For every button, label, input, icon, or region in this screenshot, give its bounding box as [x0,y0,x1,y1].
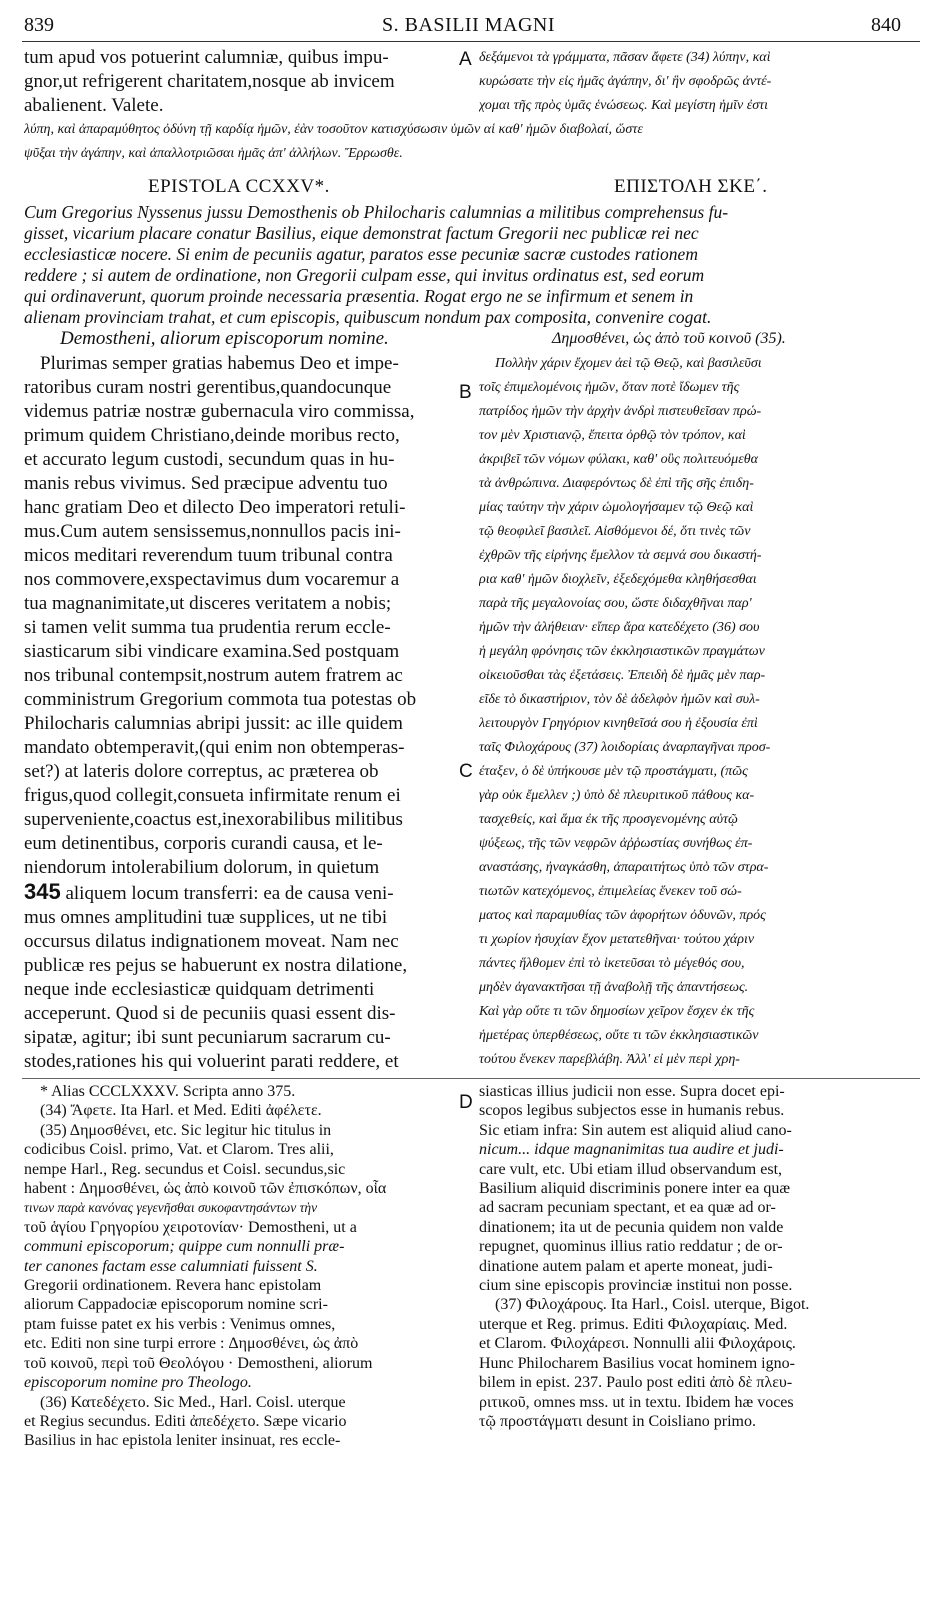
text-line: Philocharis calumnias abripi jussit: ac ille quidem [24,713,403,734]
note-line: aliorum Cappadociæ episcoporum nomine scri- [24,1296,328,1314]
text-line: Καὶ γὰρ οὔτε τι τῶν δημοσίων χεῖρον ἔσχεν ἐκ τῆς [479,1004,755,1019]
text-line: ψύξεως, τῆς τῶν νεφρῶν ἀῤῥωστίας συνήθως ἐπ- [479,836,753,851]
note-line: et Regius secundus. Editi ἀπεδέχετο. Sæpe vicario [24,1412,347,1430]
margin-letter-a: A [459,49,472,70]
text-line: niendorum intolerabilium dolorum, in quietum [24,857,380,878]
text-line: micos meditari reverendum tuum tribunal contra [24,545,393,566]
note-line: * Alias CCCLXXXV. Scripta anno 375. [40,1083,296,1100]
text-line: μηδὲν ἀγανακτῆσαι τῇ ἀναβολῇ τῆς ἀπαντήσεως. [479,980,749,995]
note-line: dinatione autem palam et aperte moneat, judi- [479,1257,773,1275]
right-page-number: 840 [871,14,901,36]
text-line: τούτου ἕνεκεν παρεβλάβη. Ἀλλ' εἰ μὲν περὶ χρη- [479,1052,740,1067]
margin-letter-d: D [459,1092,473,1113]
text-line-segment: aliquem locum transferri: ea de causa veni- [65,883,394,904]
note-line: τοῦ κοινοῦ, περὶ τοῦ Θεολόγου · Demostheni, aliorum [24,1354,373,1372]
latin-address: Demostheni, aliorum episcoporum nomine. [60,328,389,349]
text-line: τῷ θεοφιλεῖ βασιλεῖ. Αἰσθόμενοι δέ, ὅτι τινὲς τῶν [479,524,751,539]
note-line: nicum... idque magnanimitas tua audire et judi- [479,1141,784,1159]
text-line: τιωτῶν κατεχόμενος, ἐπιμελείας ἕνεκεν τοῦ σώ- [479,884,742,899]
text-line: εῖδε τὸ δικαστήριον, τὸν δὲ ἀδελφὸν ἡμῶν καὶ συλ- [479,692,760,707]
text-line: nos commovere,exspectavimus dum vocaremur a [24,569,400,590]
text-line: ἡμῶν τὴν ἀλήθειαν· εἴπερ ἄρα κατεδέχετο (36) σου [479,620,760,635]
left-page-number: 839 [24,14,54,36]
text-line: τοῖς ἐπιμελομένοις ἡμῶν, ὅταν ποτὲ ἴδωμεν τῆς [479,380,740,395]
text-line: ἀκριβεῖ τῶν νόμων φύλακι, καθ' οὓς πολιτευόμεθα [479,452,758,467]
note-line: (34) Ἄφετε. Ita Harl. et Med. Editi ἀφέλετε. [40,1102,322,1120]
text-line: gnor,ut refrigerent charitatem,nosque ab invicem [24,71,395,92]
note-line: bilem in epist. 237. Paulo post editi ἀπὸ δὲ πλευ- [479,1374,793,1392]
text-line: primum quidem Christiano,deinde moribus recto, [24,425,400,446]
greek-address: Δημοσθένει, ὡς ἀπὸ τοῦ κοινοῦ (35). [552,330,786,347]
note-line: τοῦ ἁγίου Γρηγορίου χειροτονίαν· Demostheni, ut a [24,1218,357,1236]
text-line [24,880,456,906]
text-line: mus omnes amplitudini tuæ supplices, ut ne tibi [24,907,388,928]
text-line: τον μὲν Χριστιανῷ, ἔπειτα ὀρθῷ τὸν τρόπον, καὶ [479,428,746,443]
text-line: manis rebus vivimus. Sed præcipue adventu tuo [24,473,388,494]
text-line: παρὰ τῆς μεγαλονοίας σου, ὥστε διδαχθῆναι παρ' [479,596,752,611]
note-line: repugnet, quominus illius ratio reddatur ; de or- [479,1238,783,1256]
text-line: τι χωρίον ἡσυχίαν ἔχον μετατεθῆναι· τούτου χάριν [479,932,755,947]
text-line: έταξεν, ὁ δὲ ὑπήκουσε μὲν τῷ προστάγματι, (πῶς [479,764,748,779]
text-line: πατρίδος ἡμῶν τὴν ἀρχὴν ἀνδρὶ πιστευθεῖσαν πρώ- [479,404,762,419]
text-line: λύπη, καὶ ἀπαραμύθητος ὀδύνη τῇ καρδίᾳ ἡμῶν, ἐὰν τοσοῦτον κατισχύσωσιν ὑμῶν αἱ καθ' ἡμῶν διαβολαί, ὥστε [24,122,643,137]
note-line: siasticas illius judicii non esse. Supra docet epi- [479,1083,785,1100]
text-line: nos tribunal contempsit,nostrum autem fratrem ac [24,665,403,686]
text-line: οἰκειοῦσθαι τὰς ἐξετάσεις. Ἐπειδὴ δὲ ἡμᾶς μὲν παρ- [479,668,766,683]
note-line: Basilius in hac epistola leniter insinuat, res eccle- [24,1432,341,1450]
text-line: τασχεθείς, καὶ ἅμα ἐκ τῆς προσγενομένης αὐτῷ [479,812,738,827]
text-line: publicæ res pejus se habuerunt ex nostra dilatione, [24,955,408,976]
summary-line: gisset, vicarium placare conatur Basilius, eique demonstrat factum Gregorii nec publicæ rei nec [24,223,699,243]
note-line: Basilium aliquid discriminis ponere inter ea quæ [479,1180,791,1198]
text-line: eum detinentibus, corporis curandi causa, et le- [24,833,383,854]
note-line: Gregorii ordinationem. Revera hanc epistolam [24,1277,322,1295]
note-line: (35) Δημοσθένει, etc. Sic legitur hic titulus in [40,1121,332,1139]
note-line: (36) Κατεδέχετο. Sic Med., Harl. Coisl. uterque [40,1393,346,1411]
text-line: mus.Cum autem sensissemus,nonnullos pacis ini- [24,521,401,542]
latin-epistle-title: EPISTOLA CCXXV*. [148,176,330,197]
text-line: set?) at lateris dolore correptus, ac præterea ob [24,761,379,782]
note-line: Sic etiam infra: Sin autem est aliquid aliud cano- [479,1121,792,1139]
text-line: μίας ταύτην τὴν χάριν ὡμολογήσαμεν τῷ Θεῷ καὶ [479,500,754,515]
text-line: sipatæ, agitur; ibi sunt pecuniarum sacrarum cu- [24,1027,391,1048]
summary-line: alienam provinciam trahat, et cum episcopis, quibuscum nondum pax composita, convenire cogat. [24,307,712,327]
top-greek-fullwidth [24,118,919,166]
text-line: ταῖς Φιλοχάρους (37) λοιδορίαις ἀναρπαγῆναι προσ- [479,740,771,755]
footnote-rule [22,1078,920,1079]
text-line: hanc gratiam Deo et dilecto Deo imperatori retuli- [24,497,406,518]
text-line: tum apud vos potuerint calumniæ, quibus impu- [24,47,389,68]
text-line: et accurato legum custodi, secundum quas in hu- [24,449,395,470]
running-title: S. BASILII MAGNI [382,14,555,36]
note-line: Hunc Philocharem Basilius vocat hominem igno- [479,1354,795,1372]
text-line: ἡ μεγάλη φρόνησις τῶν ἐκκλησιαστικῶν πραγμάτων [479,644,765,659]
text-line: tua magnanimitate,ut disceres veritatem a nobis; [24,593,392,614]
text-line: mandato obtemperavit,(qui enim non obtemperas- [24,737,405,758]
note-line: etc. Editi non sine turpi errore : Δημοσθένει, ὡς ἀπὸ [24,1335,359,1353]
text-line: αναστάσης, ἠναγκάσθη, ἀπαραιτήτως ὑπὸ τῶν στρα- [479,860,769,875]
text-line: Plurimas semper gratias habemus Deo et impe- [40,353,399,374]
note-line: τινων παρὰ κανόνας γεγενῆσθαι συκοφαντησάντων τὴν [24,1200,318,1216]
text-line: ἡμετέρας ὑπερθέσεως, οὔτε τι τῶν ἐκκλησιαστικῶν [479,1028,759,1043]
footnotes-left [24,1082,456,1451]
note-line: habent : Δημοσθένει, ὡς ἀπὸ κοινοῦ τῶν ἐπισκόπων, οἷα [24,1180,387,1198]
note-line: cium sine episcopis provinciæ institui non posse. [479,1277,793,1295]
text-line: si tamen velit summa tua prudentia rerum eccle- [24,617,391,638]
note-line: ριτικοῦ, omnes mss. ut in textu. Ibidem hæ voces [479,1393,794,1411]
text-line: superveniente,coactus est,inexorabilibus militibus [24,809,403,830]
text-line: κυρώσατε τὴν εἰς ἡμᾶς ἀγάπην, δι' ἣν σφοδρῶς ἀντέ- [479,74,772,89]
note-line: ptam fuisse patet ex his verbis : Venimus omnes, [24,1315,336,1333]
text-line: δεξάμενοι τὰ γράμματα, πᾶσαν ἄφετε (34) λύπην, καὶ [479,50,771,65]
text-line: πάντες ἥλθομεν ἐπὶ τὸ ἱκετεῦσαι τὸ μέγεθός σου, [479,956,745,971]
text-line: Πολλὴν χάριν ἔχομεν ἀεὶ τῷ Θεῷ, καὶ βασιλεῦσι [495,356,762,371]
footnotes-right [479,1082,919,1431]
text-line: ratoribus curam nostri gerentibus,quandocunque [24,377,392,398]
text-line: λειτουργὸν Γρηγόριον κινηθεῖσά σου ἡ ἐξουσία ἐπὶ [479,716,758,731]
note-line: et Clarom. Φιλοχάρεσι. Nonnulli alii Φιλοχάροις. [479,1335,796,1353]
header-rule [22,41,920,42]
text-line: ἐχθρῶν τῆς εἰρήνης ἔμελλον τὰ σεμνά σου δικαστή- [479,548,762,563]
note-line: dinationem; ita ut de pecunia quidem non valde [479,1218,784,1236]
top-greek-text [479,46,917,118]
text-line: ψῦξαι τὴν ἀγάπην, καὶ ἀπαλλοτριῶσαι ἡμᾶς ἀπ' ἀλλήλων. Ἔρρωσθε. [24,146,403,161]
text-line: acceperunt. Quod si de pecuniis quasi essent dis- [24,1003,396,1024]
note-line: ad sacram pecuniam spectant, et ea quæ ad or- [479,1199,776,1217]
text-line: frigus,quod collegit,consueta infirmitate renum ei [24,785,401,806]
text-line: comministrum Gregorium commota tua potestas ob [24,689,417,710]
note-line: episcoporum nomine pro Theologo. [24,1374,252,1392]
note-line: care vult, etc. Ubi etiam illud observandum est, [479,1160,783,1178]
text-line: τὰ ἀνθρώπινα. Διαφερόντως δὲ ἐπὶ τῆς σῆς ἐπιδη- [479,476,754,491]
text-line: abalienent. Valete. [24,95,164,116]
text-line: χομαι τῆς πρὸς ὑμᾶς ἑνώσεως. Καὶ μεγίστη ἡμῖν ἐστι [479,98,769,113]
note-line: ter canones factam esse calumniati fuissent S. [24,1257,318,1275]
text-line: neque inde ecclesiasticæ quidquam detrimenti [24,979,375,1000]
epistle-summary [24,202,919,328]
greek-epistle-title: ΕΠΙΣΤΟΛΗ ΣΚΕ΄. [614,176,768,197]
text-line: videmus patriæ nostræ gubernacula viro commissa, [24,401,415,422]
note-line: codicibus Coisl. primo, Vat. et Clarom. Tres alii, [24,1141,334,1159]
text-line: ρια καθ' ἡμῶν διοχλεῖν, ἐξεδεχόμεθα κληθήσεσθαι [479,572,757,587]
note-line: nempe Harl., Reg. secundus et Coisl. secundus,sic [24,1160,346,1178]
text-line: occursus dilatus indignationem moveat. Nam nec [24,931,399,952]
text-line: ματος καὶ παραμυθίας τῶν ἀφορήτων ὀδυνῶν, πρός [479,908,766,923]
note-line: τῷ προστάγματι desunt in Coisliano primo. [479,1412,756,1430]
margin-letter-c: C [459,761,473,782]
text-line: stodes,rationes his qui voluerint parati reddere, et [24,1051,399,1072]
note-line: (37) Φιλοχάρους. Ita Harl., Coisl. uterque, Bigot. [495,1296,810,1314]
text-line: siasticarum sibi vindicare examina.Sed postquam [24,641,400,662]
note-line: communi episcoporum; quippe cum nonnulli præ- [24,1238,345,1256]
text-line: γὰρ οὐκ ἔμελλεν ;) ὑπὸ δὲ πλευριτικοῦ πάθους κα- [479,788,755,803]
summary-line: ecclesiasticæ nocere. Si enim de pecuniis agatur, paratos esse pecuniæ sacræ custodes rationem [24,244,698,264]
summary-line: qui ordinaverunt, quorum proinde necessaria præsentia. Rogat ergo ne se infirmum et senem in [24,286,694,306]
note-line: uterque et Reg. primus. Editi Φιλοχαρίαις. Med. [479,1315,788,1333]
margin-letter-b: B [459,382,472,403]
summary-line: Cum Gregorius Nyssenus jussu Demosthenis ob Philocharis calumnias a militibus comprehensus fu- [24,202,729,222]
top-latin-text [24,46,456,118]
body-greek-column [479,352,919,1072]
body-latin-column [24,352,456,1074]
summary-line: reddere ; si autem de ordinatione, non Gregorii culpam esse, qui invitus ordinatus est, sed eorum [24,265,705,285]
note-line: scopos legibus subjectos esse in humanis rebus. [479,1102,785,1120]
page-marker: 345 [24,880,61,904]
